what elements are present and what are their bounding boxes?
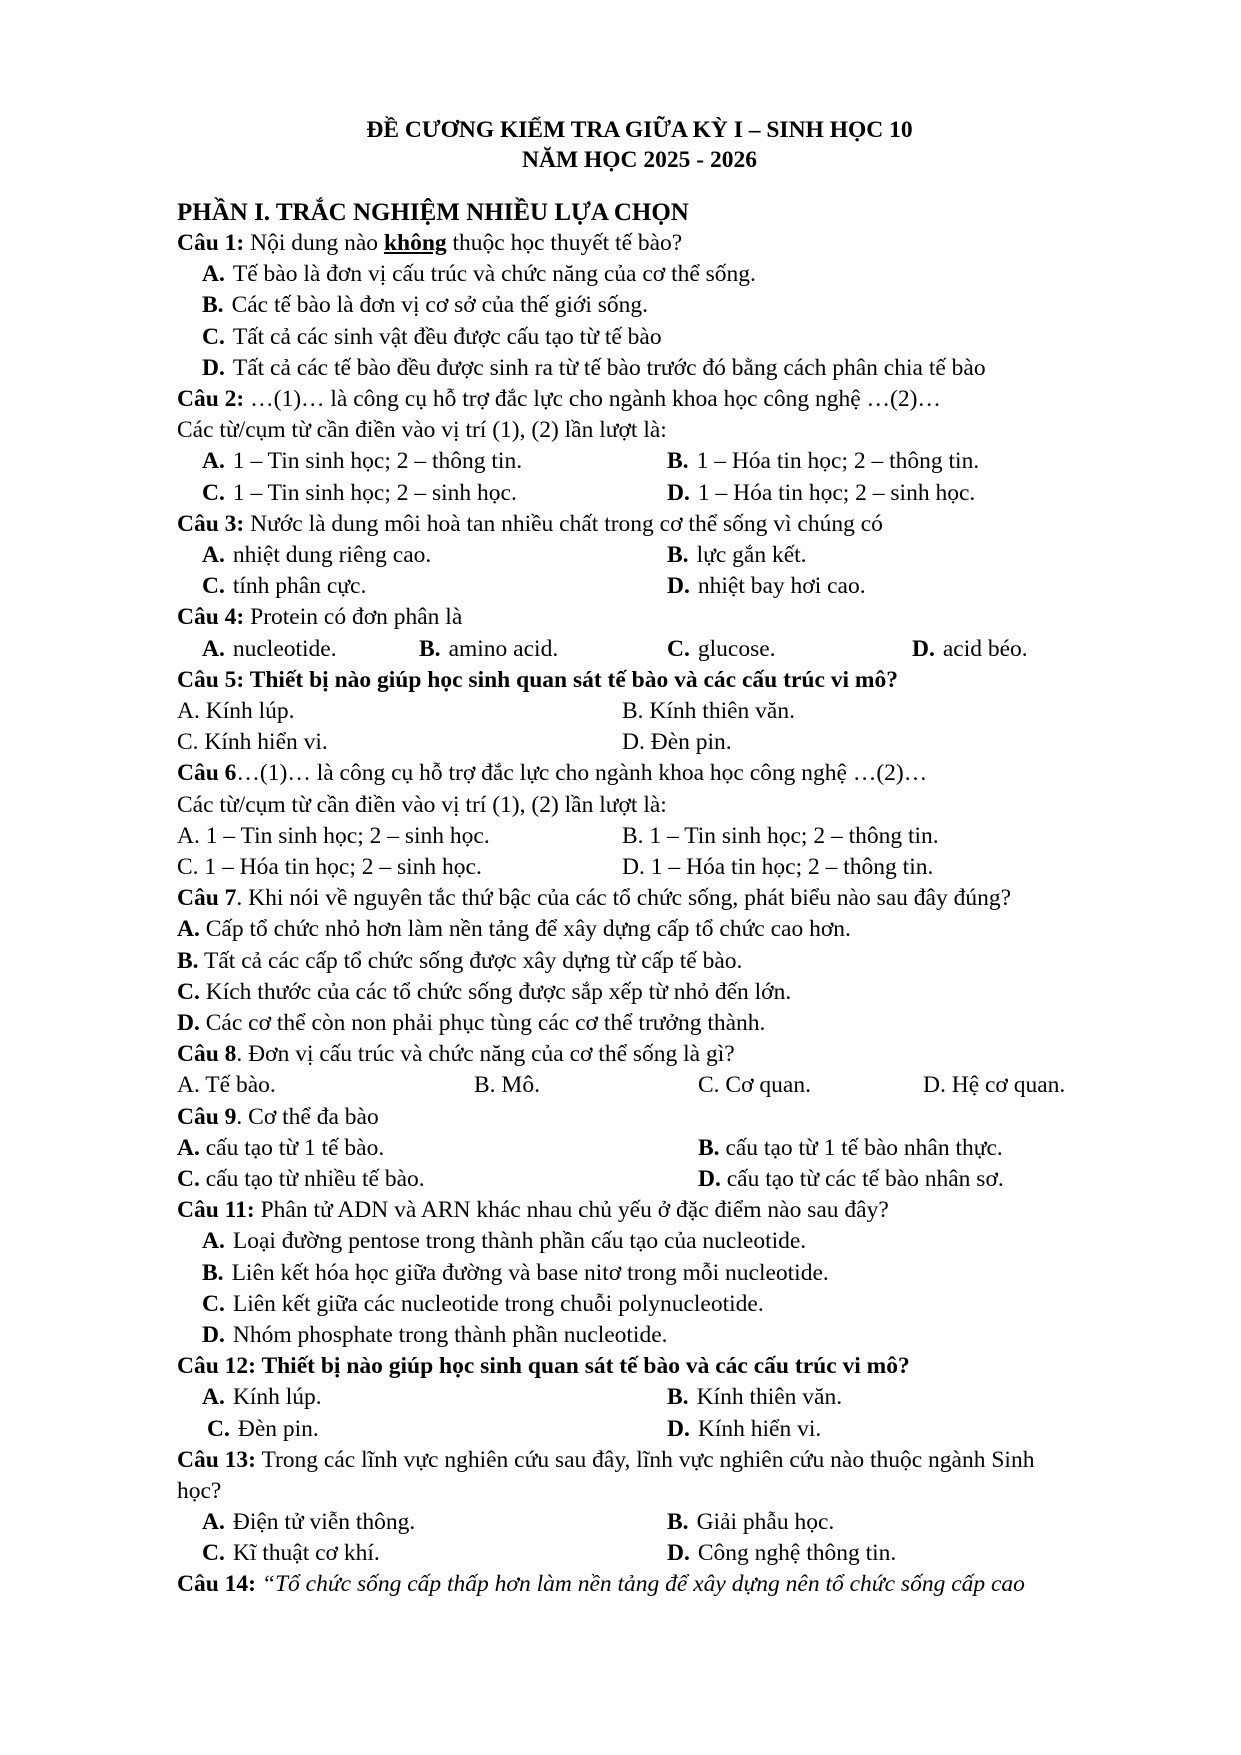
question-2 (177, 384, 1157, 415)
option-text: Công nghệ thông tin. (697, 1540, 897, 1567)
option-label: D. (698, 1165, 721, 1192)
option-text: Tất cả các tế bào đều được sinh ra từ tế bào trước đó bằng cách phân chia tế bào (232, 354, 986, 381)
document-title: ĐỀ CƯƠNG KIỂM TRA GIỮA KỲ I – SINH HỌC 10 (366, 117, 913, 143)
option-text: Kính hiển vi. (697, 1415, 822, 1442)
option-label: A. (177, 1134, 200, 1161)
question-3 (177, 509, 1157, 540)
option-text: Các tế bào là đơn vị cơ sở của thế giới sống. (231, 292, 649, 319)
option-text: Tất cả các cấp tổ chức sống được xây dựng từ cấp tế bào. (198, 947, 743, 974)
option-row (177, 1070, 1157, 1101)
option-label: D. (912, 635, 935, 662)
option-text: tính phân cực. (232, 573, 367, 600)
option: C. Cơ quan. (698, 1072, 811, 1099)
option (202, 1382, 322, 1413)
option (202, 540, 431, 571)
option-label: D. (667, 1415, 690, 1442)
option-text: Loại đường pentose trong thành phần cấu tạo của nucleotide. (232, 1228, 807, 1255)
option (667, 446, 979, 477)
option-label: B. (667, 448, 689, 475)
option-label: A. (177, 916, 200, 943)
option (912, 634, 1028, 665)
question-12: Câu 12: Thiết bị nào giúp học sinh quan sát tế bào và các cấu trúc vi mô? (177, 1353, 910, 1380)
question-text: …(1)… là công cụ hỗ trợ đắc lực cho ngành khoa học công nghệ …(2)… (244, 386, 941, 413)
option-label: C. (177, 1165, 200, 1192)
option-row (177, 634, 1157, 665)
option (202, 634, 337, 665)
option-row (177, 852, 1157, 883)
option: C. 1 – Hóa tin học; 2 – sinh học. (177, 853, 482, 880)
option: C. Kính hiển vi. (177, 729, 328, 756)
option-text: Giải phẫu học. (696, 1509, 835, 1536)
option-row (177, 1414, 1157, 1445)
section-title: PHẦN I. TRẮC NGHIỆM NHIỀU LỰA CHỌN (177, 199, 689, 226)
option (177, 914, 1157, 945)
question-label: Câu 1: (177, 230, 245, 256)
option-text: 1 – Tin sinh học; 2 – sinh học. (232, 479, 517, 506)
option (202, 1507, 415, 1538)
question-label: Câu 3: (177, 510, 245, 537)
option: B. 1 – Tin sinh học; 2 – thông tin. (622, 822, 939, 849)
option-row (177, 1382, 1157, 1413)
option-row (177, 1538, 1157, 1569)
option-label: B. (202, 292, 224, 319)
option-text: nucleotide. (232, 635, 337, 662)
question-label: Câu 4: (177, 604, 245, 631)
option (202, 571, 366, 602)
option (667, 1507, 834, 1538)
option-text: cấu tạo từ 1 tế bào. (199, 1134, 385, 1161)
option-label: C. (202, 1540, 225, 1567)
option-text: Tế bào là đơn vị cấu trúc và chức năng của cơ thể sống. (232, 261, 756, 288)
option-row (177, 540, 1157, 571)
option (177, 1133, 384, 1164)
option-label: B. (698, 1134, 720, 1161)
option (177, 290, 1157, 321)
option-label: C. (202, 573, 225, 600)
option-label: C. (202, 479, 225, 506)
option: A. 1 – Tin sinh học; 2 – sinh học. (177, 822, 490, 849)
option-label: D. (667, 479, 690, 506)
option (202, 446, 522, 477)
option-label: C. (202, 1290, 225, 1317)
question-label: Câu 6 (177, 760, 237, 787)
option-text: amino acid. (448, 635, 559, 662)
option-label: C. (207, 1415, 230, 1442)
option-label: C. (177, 978, 200, 1005)
option (177, 1226, 1157, 1257)
option (177, 977, 1157, 1008)
question-label: Câu 8 (177, 1041, 237, 1068)
question-6 (177, 758, 1157, 789)
question-label: Câu 7 (177, 885, 237, 912)
option-text: Kĩ thuật cơ khí. (232, 1540, 380, 1567)
option-text: Kính lúp. (232, 1384, 322, 1411)
option: A. Kính lúp. (177, 697, 295, 724)
option-text: cấu tạo từ nhiều tế bào. (199, 1165, 425, 1192)
option (698, 1133, 1003, 1164)
option-label: B. (202, 1259, 224, 1286)
question-label: Câu 2: (177, 386, 245, 413)
option (177, 946, 1157, 977)
question-text: Protein có đơn phân là (244, 604, 463, 631)
question-9 (177, 1102, 1157, 1133)
option-label: B. (667, 542, 689, 568)
option: A. Tế bào. (177, 1072, 276, 1099)
option-text: Liên kết hóa học giữa đường và base nitơ trong mỗi nucleotide. (231, 1259, 829, 1286)
question-text: Nội dung nào (244, 230, 384, 256)
question-text: …(1)… là công cụ hỗ trợ đắc lực cho ngành khoa học công nghệ …(2)… (236, 760, 928, 787)
emphasis-word: không (383, 230, 447, 256)
option (667, 1414, 821, 1445)
option-text: Cấp tổ chức nhỏ hơn làm nền tảng để xây dựng cấp tổ chức cao hơn. (199, 916, 851, 943)
option-label: A. (202, 1228, 225, 1255)
question-text: Phân tử ADN và ARN khác nhau chủ yếu ở đặc điểm nào sau đây? (254, 1197, 889, 1224)
option (667, 634, 776, 665)
option-label: D. (667, 1540, 690, 1567)
document-subtitle: NĂM HỌC 2025 - 2026 (522, 147, 757, 173)
option (667, 1382, 842, 1413)
question-11 (177, 1195, 1157, 1226)
option-text: 1 – Tin sinh học; 2 – thông tin. (232, 448, 523, 475)
option (177, 1289, 1157, 1320)
option (698, 1164, 1004, 1195)
question-8 (177, 1039, 1157, 1070)
option-label: D. (667, 573, 690, 600)
option-label: C. (667, 635, 690, 662)
question-text: Nước là dung môi hoà tan nhiều chất trong cơ thể sống vì chúng có (244, 510, 883, 537)
option-text: Kích thước của các tổ chức sống được sắp xếp từ nhỏ đến lớn. (199, 978, 792, 1005)
option (177, 1008, 1157, 1039)
option-label: A. (202, 542, 225, 568)
option-text: Tất cả các sinh vật đều được cấu tạo từ tế bào (232, 323, 662, 350)
question-label: Câu 14: (177, 1571, 256, 1598)
option-text: Liên kết giữa các nucleotide trong chuỗi polynucleotide. (232, 1290, 764, 1317)
question-5: Câu 5: Thiết bị nào giúp học sinh quan sát tế bào và các cấu trúc vi mô? (177, 666, 898, 693)
question-4 (177, 602, 1157, 633)
option-text: lực gắn kết. (696, 542, 807, 568)
option-text: glucose. (697, 635, 776, 662)
option: B. Mô. (474, 1072, 540, 1099)
question-7 (177, 883, 1157, 914)
option (177, 1320, 1157, 1351)
question-14 (177, 1569, 1157, 1600)
option-label: C. (202, 323, 225, 350)
option (177, 259, 1157, 290)
document-page (177, 115, 1157, 1601)
option: D. Đèn pin. (622, 729, 732, 756)
option-row (177, 446, 1157, 477)
option (667, 571, 866, 602)
option-row (177, 1164, 1157, 1195)
option (667, 478, 975, 509)
option-text: 1 – Hóa tin học; 2 – sinh học. (697, 479, 976, 506)
question-text: . Khi nói về nguyên tắc thứ bậc của các tổ chức sống, phát biểu nào sau đây đúng? (236, 885, 1012, 912)
question-label: Câu 13: (177, 1446, 256, 1473)
option (177, 322, 1157, 353)
question-text: học? (177, 1477, 222, 1504)
option (177, 1164, 425, 1195)
option (667, 1538, 896, 1569)
option (177, 1258, 1157, 1289)
option (202, 478, 517, 509)
option (667, 540, 807, 571)
option-label: A. (202, 448, 225, 475)
option-text: cấu tạo từ các tế bào nhân sơ. (720, 1165, 1004, 1192)
option-row (177, 1133, 1157, 1164)
question-text: . Cơ thể đa bào (236, 1103, 379, 1130)
option-text: 1 – Hóa tin học; 2 – thông tin. (696, 448, 980, 475)
option-row (177, 727, 1157, 758)
option-row (177, 821, 1157, 852)
option-label: B. (177, 947, 199, 974)
option-text: nhiệt dung riêng cao. (232, 542, 432, 568)
option-label: B. (667, 1509, 689, 1536)
option-row (177, 571, 1157, 602)
option (419, 634, 558, 665)
option (202, 1538, 380, 1569)
question-label: Câu 11: (177, 1197, 255, 1224)
option: D. Hệ cơ quan. (923, 1072, 1066, 1099)
document-header (177, 115, 1102, 175)
option-label: A. (202, 1509, 225, 1536)
option-label: D. (177, 1009, 200, 1036)
option-text: Nhóm phosphate trong thành phần nucleotide. (232, 1321, 668, 1348)
option-label: A. (202, 1384, 225, 1411)
option-label: A. (202, 635, 225, 662)
question-13 (177, 1445, 1157, 1476)
option-label: D. (202, 1321, 225, 1348)
option-text: Điện tử viễn thông. (232, 1509, 416, 1536)
option-row (177, 478, 1157, 509)
option-text: acid béo. (942, 635, 1028, 662)
option-label: B. (419, 635, 441, 662)
question-text: Trong các lĩnh vực nghiên cứu sau đây, lĩnh vực nghiên cứu nào thuộc ngành Sinh (256, 1446, 1035, 1473)
question-label: Câu 9 (177, 1103, 237, 1130)
question-text: “Tổ chức sống cấp thấp hơn làm nền tảng để xây dựng nên tổ chức sống cấp cao (261, 1571, 1025, 1598)
option (207, 1414, 319, 1445)
question-text: Các từ/cụm từ cần điền vào vị trí (1), (2) lần lượt là: (177, 791, 667, 818)
question-text: Các từ/cụm từ cần điền vào vị trí (1), (2) lần lượt là: (177, 417, 667, 444)
option-text: Các cơ thể còn non phải phục tùng các cơ thể trưởng thành. (199, 1009, 766, 1036)
option-text: Kính thiên văn. (696, 1384, 843, 1411)
option-text: cấu tạo từ 1 tế bào nhân thực. (719, 1134, 1003, 1161)
question-text: . Đơn vị cấu trúc và chức năng của cơ thể sống là gì? (236, 1041, 735, 1068)
option-row (177, 1507, 1157, 1538)
option-label: A. (202, 261, 225, 288)
option-label: D. (202, 354, 225, 381)
question-1 (177, 228, 1157, 259)
option-text: Đèn pin. (237, 1415, 319, 1442)
question-text: thuộc học thuyết tế bào? (446, 230, 683, 256)
option: B. Kính thiên văn. (622, 697, 795, 724)
option-text: nhiệt bay hơi cao. (697, 573, 866, 600)
option (177, 353, 1157, 384)
option-row (177, 696, 1157, 727)
option-label: B. (667, 1384, 689, 1411)
option: D. 1 – Hóa tin học; 2 – thông tin. (622, 853, 934, 880)
